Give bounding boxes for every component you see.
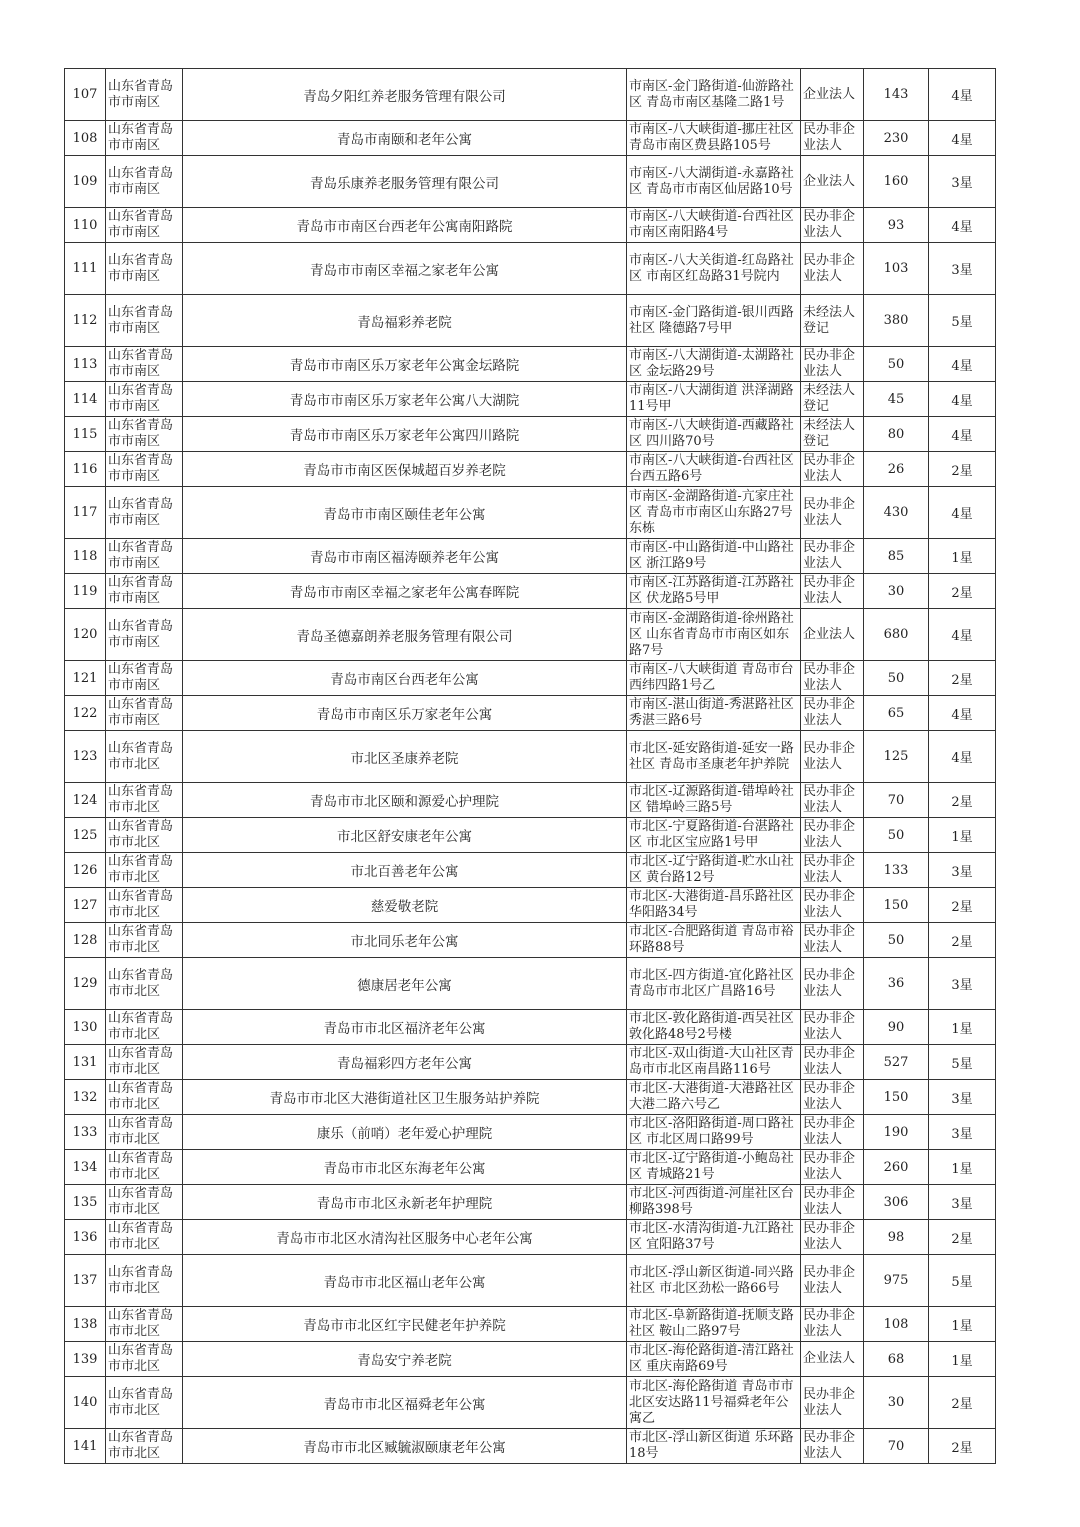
star-rating-cell: 1星	[929, 1010, 996, 1045]
legal-type-cell: 民办非企业法人	[801, 574, 864, 609]
legal-type-cell: 民办非企业法人	[801, 1045, 864, 1080]
legal-type-cell: 民办非企业法人	[801, 696, 864, 731]
legal-type-cell: 民办非企业法人	[801, 958, 864, 1010]
institution-name-cell: 青岛市市北区水清沟社区服务中心老年公寓	[183, 1220, 627, 1255]
institution-name-cell: 青岛市市北区福济老年公寓	[183, 1010, 627, 1045]
nursing-home-roster-table	[64, 68, 996, 1464]
star-rating-cell: 4星	[929, 382, 996, 417]
legal-type-cell: 民办非企业法人	[801, 121, 864, 156]
institution-name-cell: 青岛市市南区乐万家老年公寓	[183, 696, 627, 731]
table-row	[65, 1342, 996, 1377]
row-number: 116	[65, 452, 106, 487]
star-rating-cell: 4星	[929, 121, 996, 156]
bed-count-cell: 80	[864, 417, 929, 452]
institution-name-cell: 青岛市市北区大港街道社区卫生服务站护养院	[183, 1080, 627, 1115]
address-cell: 市南区-中山路街道-中山路社区 浙江路9号	[627, 539, 801, 574]
region-cell: 山东省青岛市市南区	[106, 208, 183, 243]
star-rating-cell: 1星	[929, 1150, 996, 1185]
institution-name-cell: 青岛圣德嘉朗养老服务管理有限公司	[183, 609, 627, 661]
legal-type-cell: 民办非企业法人	[801, 487, 864, 539]
row-number: 112	[65, 295, 106, 347]
region-cell: 山东省青岛市市北区	[106, 1045, 183, 1080]
legal-type-cell: 民办非企业法人	[801, 1377, 864, 1429]
bed-count-cell: 70	[864, 783, 929, 818]
institution-name-cell: 青岛市市南区颐佳老年公寓	[183, 487, 627, 539]
institution-name-cell: 青岛市南颐和老年公寓	[183, 121, 627, 156]
legal-type-cell: 未经法人登记	[801, 382, 864, 417]
row-number: 108	[65, 121, 106, 156]
table-row	[65, 661, 996, 696]
region-cell: 山东省青岛市市南区	[106, 347, 183, 382]
region-cell: 山东省青岛市市北区	[106, 888, 183, 923]
address-cell: 市北区-洛阳路街道-周口路社区 市北区周口路99号	[627, 1115, 801, 1150]
table-row	[65, 1255, 996, 1307]
address-cell: 市南区-八大峡街道-台西社区 台西五路6号	[627, 452, 801, 487]
bed-count-cell: 143	[864, 69, 929, 121]
institution-name-cell: 青岛市市南区幸福之家老年公寓春晖院	[183, 574, 627, 609]
bed-count-cell: 70	[864, 1429, 929, 1464]
star-rating-cell: 4星	[929, 487, 996, 539]
address-cell: 市北区-海伦路街道 青岛市市北区安达路11号福舜老年公寓乙	[627, 1377, 801, 1429]
legal-type-cell: 民办非企业法人	[801, 539, 864, 574]
bed-count-cell: 108	[864, 1307, 929, 1342]
bed-count-cell: 160	[864, 156, 929, 208]
bed-count-cell: 380	[864, 295, 929, 347]
star-rating-cell: 1星	[929, 1342, 996, 1377]
institution-name-cell: 青岛市市南区福涛颐养老年公寓	[183, 539, 627, 574]
address-cell: 市北区-河西街道-河崖社区台柳路398号	[627, 1185, 801, 1220]
legal-type-cell: 民办非企业法人	[801, 661, 864, 696]
table-row	[65, 1080, 996, 1115]
star-rating-cell: 3星	[929, 1185, 996, 1220]
institution-name-cell: 青岛市市北区永新老年护理院	[183, 1185, 627, 1220]
row-number: 131	[65, 1045, 106, 1080]
bed-count-cell: 50	[864, 818, 929, 853]
institution-name-cell: 青岛夕阳红养老服务管理有限公司	[183, 69, 627, 121]
address-cell: 市北区-浮山新区街道 乐环路18号	[627, 1429, 801, 1464]
table-row	[65, 1185, 996, 1220]
star-rating-cell: 3星	[929, 853, 996, 888]
row-number: 120	[65, 609, 106, 661]
legal-type-cell: 民办非企业法人	[801, 1080, 864, 1115]
address-cell: 市北区-浮山新区街道-同兴路社区 市北区劲松一路66号	[627, 1255, 801, 1307]
table-row	[65, 121, 996, 156]
region-cell: 山东省青岛市市北区	[106, 1342, 183, 1377]
row-number: 138	[65, 1307, 106, 1342]
star-rating-cell: 4星	[929, 731, 996, 783]
address-cell: 市北区-双山街道-大山社区青岛市市北区南昌路116号	[627, 1045, 801, 1080]
region-cell: 山东省青岛市市北区	[106, 783, 183, 818]
bed-count-cell: 65	[864, 696, 929, 731]
address-cell: 市南区-金门路街道-仙游路社区 青岛市南区基隆二路1号	[627, 69, 801, 121]
bed-count-cell: 30	[864, 1377, 929, 1429]
row-number: 136	[65, 1220, 106, 1255]
address-cell: 市南区-八大湖街道 洪泽湖路11号甲	[627, 382, 801, 417]
institution-name-cell: 康乐（前哨）老年爱心护理院	[183, 1115, 627, 1150]
legal-type-cell: 企业法人	[801, 1342, 864, 1377]
region-cell: 山东省青岛市市北区	[106, 1150, 183, 1185]
table-row	[65, 452, 996, 487]
legal-type-cell: 民办非企业法人	[801, 1255, 864, 1307]
institution-name-cell: 青岛市市北区福山老年公寓	[183, 1255, 627, 1307]
legal-type-cell: 企业法人	[801, 156, 864, 208]
star-rating-cell: 3星	[929, 1080, 996, 1115]
table-row	[65, 696, 996, 731]
bed-count-cell: 85	[864, 539, 929, 574]
table-row	[65, 69, 996, 121]
institution-name-cell: 青岛福彩四方老年公寓	[183, 1045, 627, 1080]
row-number: 124	[65, 783, 106, 818]
legal-type-cell: 民办非企业法人	[801, 1115, 864, 1150]
row-number: 111	[65, 243, 106, 295]
star-rating-cell: 2星	[929, 1377, 996, 1429]
institution-name-cell: 德康居老年公寓	[183, 958, 627, 1010]
bed-count-cell: 306	[864, 1185, 929, 1220]
row-number: 113	[65, 347, 106, 382]
institution-name-cell: 青岛市市南区乐万家老年公寓八大湖院	[183, 382, 627, 417]
star-rating-cell: 3星	[929, 1115, 996, 1150]
address-cell: 市南区-八大峡街道-西藏路社区 四川路70号	[627, 417, 801, 452]
star-rating-cell: 4星	[929, 609, 996, 661]
table-row	[65, 539, 996, 574]
table-row	[65, 574, 996, 609]
region-cell: 山东省青岛市市南区	[106, 295, 183, 347]
table-row	[65, 1115, 996, 1150]
region-cell: 山东省青岛市市南区	[106, 539, 183, 574]
region-cell: 山东省青岛市市南区	[106, 661, 183, 696]
star-rating-cell: 4星	[929, 347, 996, 382]
legal-type-cell: 民办非企业法人	[801, 347, 864, 382]
institution-name-cell: 青岛乐康养老服务管理有限公司	[183, 156, 627, 208]
address-cell: 市北区-合肥路街道 青岛市裕环路88号	[627, 923, 801, 958]
address-cell: 市北区-辽源路街道-错埠岭社区 错埠岭三路5号	[627, 783, 801, 818]
row-number: 122	[65, 696, 106, 731]
star-rating-cell: 4星	[929, 208, 996, 243]
address-cell: 市北区-大港街道-大港路社区 大港二路六号乙	[627, 1080, 801, 1115]
legal-type-cell: 民办非企业法人	[801, 853, 864, 888]
bed-count-cell: 98	[864, 1220, 929, 1255]
region-cell: 山东省青岛市市南区	[106, 69, 183, 121]
address-cell: 市南区-八大关街道-红岛路社区 市南区红岛路31号院内	[627, 243, 801, 295]
row-number: 133	[65, 1115, 106, 1150]
star-rating-cell: 2星	[929, 923, 996, 958]
row-number: 123	[65, 731, 106, 783]
region-cell: 山东省青岛市市南区	[106, 487, 183, 539]
region-cell: 山东省青岛市市南区	[106, 417, 183, 452]
legal-type-cell: 民办非企业法人	[801, 1307, 864, 1342]
institution-name-cell: 青岛福彩养老院	[183, 295, 627, 347]
bed-count-cell: 45	[864, 382, 929, 417]
table-row	[65, 1429, 996, 1464]
table-row	[65, 888, 996, 923]
star-rating-cell: 2星	[929, 888, 996, 923]
legal-type-cell: 民办非企业法人	[801, 452, 864, 487]
row-number: 137	[65, 1255, 106, 1307]
institution-name-cell: 青岛市市南区幸福之家老年公寓	[183, 243, 627, 295]
row-number: 118	[65, 539, 106, 574]
region-cell: 山东省青岛市市北区	[106, 1220, 183, 1255]
star-rating-cell: 2星	[929, 574, 996, 609]
row-number: 129	[65, 958, 106, 1010]
legal-type-cell: 民办非企业法人	[801, 783, 864, 818]
region-cell: 山东省青岛市市南区	[106, 121, 183, 156]
row-number: 125	[65, 818, 106, 853]
table-row	[65, 1045, 996, 1080]
star-rating-cell: 1星	[929, 818, 996, 853]
bed-count-cell: 50	[864, 661, 929, 696]
star-rating-cell: 5星	[929, 1045, 996, 1080]
star-rating-cell: 5星	[929, 1255, 996, 1307]
institution-name-cell: 市北百善老年公寓	[183, 853, 627, 888]
bed-count-cell: 36	[864, 958, 929, 1010]
row-number: 110	[65, 208, 106, 243]
region-cell: 山东省青岛市市北区	[106, 1307, 183, 1342]
legal-type-cell: 民办非企业法人	[801, 923, 864, 958]
star-rating-cell: 3星	[929, 243, 996, 295]
address-cell: 市北区-辽宁路街道-小鲍岛社区 青城路21号	[627, 1150, 801, 1185]
table-row	[65, 1150, 996, 1185]
legal-type-cell: 民办非企业法人	[801, 1185, 864, 1220]
address-cell: 市北区-辽宁路街道-贮水山社区 黄台路12号	[627, 853, 801, 888]
address-cell: 市北区-大港街道-昌乐路社区 华阳路34号	[627, 888, 801, 923]
bed-count-cell: 50	[864, 347, 929, 382]
legal-type-cell: 未经法人登记	[801, 417, 864, 452]
bed-count-cell: 150	[864, 888, 929, 923]
address-cell: 市北区-阜新路街道-抚顺支路社区 鞍山二路97号	[627, 1307, 801, 1342]
address-cell: 市南区-八大峡街道-台西社区 市南区南阳路4号	[627, 208, 801, 243]
bed-count-cell: 125	[864, 731, 929, 783]
institution-name-cell: 青岛市市北区福舜老年公寓	[183, 1377, 627, 1429]
table-row	[65, 156, 996, 208]
address-cell: 市北区-海伦路街道-清江路社区 重庆南路69号	[627, 1342, 801, 1377]
region-cell: 山东省青岛市市北区	[106, 1377, 183, 1429]
institution-name-cell: 市北同乐老年公寓	[183, 923, 627, 958]
table-row	[65, 783, 996, 818]
bed-count-cell: 68	[864, 1342, 929, 1377]
legal-type-cell: 民办非企业法人	[801, 1010, 864, 1045]
bed-count-cell: 103	[864, 243, 929, 295]
legal-type-cell: 民办非企业法人	[801, 1220, 864, 1255]
address-cell: 市南区-江苏路街道-江苏路社区 伏龙路5号甲	[627, 574, 801, 609]
row-number: 132	[65, 1080, 106, 1115]
legal-type-cell: 企业法人	[801, 609, 864, 661]
region-cell: 山东省青岛市市北区	[106, 958, 183, 1010]
region-cell: 山东省青岛市市北区	[106, 1255, 183, 1307]
bed-count-cell: 90	[864, 1010, 929, 1045]
table-row	[65, 958, 996, 1010]
bed-count-cell: 680	[864, 609, 929, 661]
row-number: 127	[65, 888, 106, 923]
row-number: 126	[65, 853, 106, 888]
institution-name-cell: 青岛市市南区乐万家老年公寓金坛路院	[183, 347, 627, 382]
region-cell: 山东省青岛市市北区	[106, 1010, 183, 1045]
star-rating-cell: 4星	[929, 69, 996, 121]
bed-count-cell: 975	[864, 1255, 929, 1307]
star-rating-cell: 1星	[929, 1307, 996, 1342]
institution-name-cell: 青岛安宁养老院	[183, 1342, 627, 1377]
institution-name-cell: 市北区舒安康老年公寓	[183, 818, 627, 853]
star-rating-cell: 3星	[929, 958, 996, 1010]
institution-name-cell: 青岛市市北区颐和源爱心护理院	[183, 783, 627, 818]
star-rating-cell: 4星	[929, 696, 996, 731]
bed-count-cell: 50	[864, 923, 929, 958]
row-number: 141	[65, 1429, 106, 1464]
region-cell: 山东省青岛市市南区	[106, 243, 183, 295]
institution-name-cell: 青岛市市北区臧毓淑颐康老年公寓	[183, 1429, 627, 1464]
legal-type-cell: 民办非企业法人	[801, 818, 864, 853]
address-cell: 市北区-宁夏路街道-台湛路社区 市北区宝应路1号甲	[627, 818, 801, 853]
address-cell: 市北区-四方街道-宜化路社区 青岛市市北区广昌路16号	[627, 958, 801, 1010]
row-number: 140	[65, 1377, 106, 1429]
region-cell: 山东省青岛市市北区	[106, 731, 183, 783]
table-row	[65, 382, 996, 417]
row-number: 134	[65, 1150, 106, 1185]
region-cell: 山东省青岛市市南区	[106, 696, 183, 731]
row-number: 130	[65, 1010, 106, 1045]
bed-count-cell: 190	[864, 1115, 929, 1150]
row-number: 115	[65, 417, 106, 452]
row-number: 135	[65, 1185, 106, 1220]
bed-count-cell: 430	[864, 487, 929, 539]
address-cell: 市南区-湛山街道-秀湛路社区 秀湛三路6号	[627, 696, 801, 731]
institution-name-cell: 青岛市南区台西老年公寓	[183, 661, 627, 696]
address-cell: 市北区-延安路街道-延安一路社区 青岛市圣康老年护养院	[627, 731, 801, 783]
table-row	[65, 609, 996, 661]
table-row	[65, 208, 996, 243]
row-number: 121	[65, 661, 106, 696]
legal-type-cell: 民办非企业法人	[801, 243, 864, 295]
institution-name-cell: 青岛市市北区东海老年公寓	[183, 1150, 627, 1185]
star-rating-cell: 2星	[929, 661, 996, 696]
legal-type-cell: 民办非企业法人	[801, 731, 864, 783]
region-cell: 山东省青岛市市北区	[106, 923, 183, 958]
region-cell: 山东省青岛市市南区	[106, 609, 183, 661]
roster-body	[65, 69, 996, 1464]
bed-count-cell: 30	[864, 574, 929, 609]
institution-name-cell: 慈爱敬老院	[183, 888, 627, 923]
row-number: 139	[65, 1342, 106, 1377]
table-row	[65, 1307, 996, 1342]
institution-name-cell: 青岛市市南区医保城超百岁养老院	[183, 452, 627, 487]
address-cell: 市南区-金湖路街道-亢家庄社区 青岛市市南区山东路27号东栋	[627, 487, 801, 539]
row-number: 117	[65, 487, 106, 539]
table-row	[65, 923, 996, 958]
legal-type-cell: 企业法人	[801, 69, 864, 121]
row-number: 114	[65, 382, 106, 417]
bed-count-cell: 150	[864, 1080, 929, 1115]
star-rating-cell: 2星	[929, 1220, 996, 1255]
table-row	[65, 347, 996, 382]
institution-name-cell: 青岛市市南区乐万家老年公寓四川路院	[183, 417, 627, 452]
row-number: 119	[65, 574, 106, 609]
table-row	[65, 1377, 996, 1429]
region-cell: 山东省青岛市市南区	[106, 452, 183, 487]
table-row	[65, 853, 996, 888]
table-row	[65, 487, 996, 539]
address-cell: 市南区-金门路街道-银川西路社区 隆德路7号甲	[627, 295, 801, 347]
legal-type-cell: 民办非企业法人	[801, 1150, 864, 1185]
star-rating-cell: 2星	[929, 783, 996, 818]
region-cell: 山东省青岛市市南区	[106, 156, 183, 208]
star-rating-cell: 4星	[929, 417, 996, 452]
bed-count-cell: 260	[864, 1150, 929, 1185]
bed-count-cell: 133	[864, 853, 929, 888]
legal-type-cell: 民办非企业法人	[801, 888, 864, 923]
bed-count-cell: 527	[864, 1045, 929, 1080]
table-row	[65, 731, 996, 783]
region-cell: 山东省青岛市市北区	[106, 1185, 183, 1220]
legal-type-cell: 民办非企业法人	[801, 208, 864, 243]
region-cell: 山东省青岛市市北区	[106, 1429, 183, 1464]
row-number: 109	[65, 156, 106, 208]
star-rating-cell: 5星	[929, 295, 996, 347]
institution-name-cell: 青岛市市北区红宇民健老年护养院	[183, 1307, 627, 1342]
table-row	[65, 243, 996, 295]
address-cell: 市南区-八大湖街道-太湖路社区 金坛路29号	[627, 347, 801, 382]
address-cell: 市南区-八大湖街道-永嘉路社区 青岛市市南区仙居路10号	[627, 156, 801, 208]
region-cell: 山东省青岛市市北区	[106, 1080, 183, 1115]
star-rating-cell: 1星	[929, 539, 996, 574]
star-rating-cell: 3星	[929, 156, 996, 208]
table-row	[65, 417, 996, 452]
region-cell: 山东省青岛市市北区	[106, 818, 183, 853]
region-cell: 山东省青岛市市南区	[106, 382, 183, 417]
star-rating-cell: 2星	[929, 1429, 996, 1464]
row-number: 107	[65, 69, 106, 121]
bed-count-cell: 230	[864, 121, 929, 156]
address-cell: 市北区-水清沟街道-九江路社区 宜阳路37号	[627, 1220, 801, 1255]
bed-count-cell: 26	[864, 452, 929, 487]
institution-name-cell: 市北区圣康养老院	[183, 731, 627, 783]
star-rating-cell: 2星	[929, 452, 996, 487]
table-row	[65, 1220, 996, 1255]
region-cell: 山东省青岛市市北区	[106, 1115, 183, 1150]
address-cell: 市南区-八大峡街道 青岛市台西纬四路1号乙	[627, 661, 801, 696]
table-row	[65, 1010, 996, 1045]
table-row	[65, 818, 996, 853]
address-cell: 市北区-敦化路街道-西吴社区 敦化路48号2号楼	[627, 1010, 801, 1045]
legal-type-cell: 民办非企业法人	[801, 1429, 864, 1464]
table-row	[65, 295, 996, 347]
address-cell: 市南区-八大峡街道-挪庄社区 青岛市南区费县路105号	[627, 121, 801, 156]
row-number: 128	[65, 923, 106, 958]
address-cell: 市南区-金湖路街道-徐州路社区 山东省青岛市市南区如东路7号	[627, 609, 801, 661]
region-cell: 山东省青岛市市北区	[106, 853, 183, 888]
region-cell: 山东省青岛市市南区	[106, 574, 183, 609]
institution-name-cell: 青岛市市南区台西老年公寓南阳路院	[183, 208, 627, 243]
bed-count-cell: 93	[864, 208, 929, 243]
legal-type-cell: 未经法人登记	[801, 295, 864, 347]
